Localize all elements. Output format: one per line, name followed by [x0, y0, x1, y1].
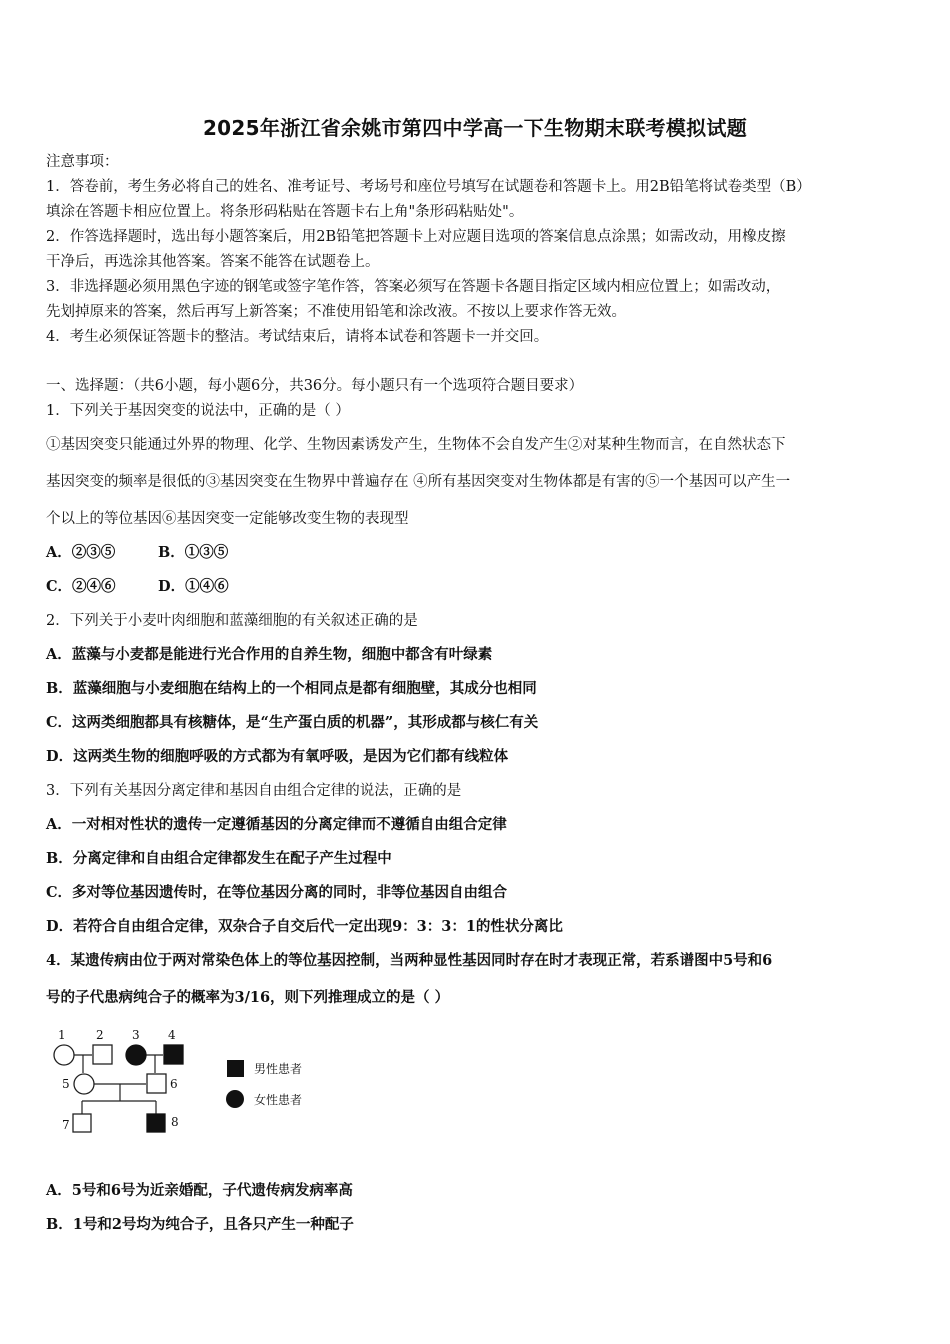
question-4-stem: 号的子代患病纯合子的概率为3/16，则下列推理成立的是（ ）	[46, 989, 450, 1006]
pedigree-number: 1	[58, 1028, 66, 1042]
option-d: D．①④⑥	[158, 578, 229, 595]
notice-line: 4．考生必须保证答题卡的整洁。考试结束后，请将本试卷和答题卡一并交回。	[46, 329, 549, 345]
option-a: A．5号和6号为近亲婚配，子代遗传病发病率高	[46, 1182, 353, 1199]
notice-line: 3．非选择题必须用黑色字迹的钢笔或签字笔作答，答案必须写在答题卡各题目指定区域内相应位置上；如需改动，	[46, 279, 781, 295]
individual-5	[74, 1074, 94, 1094]
option-a: A．蓝藻与小麦都是能进行光合作用的自养生物，细胞中都含有叶绿素	[46, 646, 493, 663]
section-heading: 一、选择题：（共6小题，每小题6分，共36分。每小题只有一个选项符合题目要求）	[46, 378, 584, 394]
question-1-body: ①基因突变只能通过外界的物理、化学、生物因素诱发产生，生物体不会自发产生②对某种生物而言，在自然状态下	[46, 437, 786, 453]
question-1-stem: 1．下列关于基因突变的说法中，正确的是（ ）	[46, 403, 350, 419]
notice-line: 2．作答选择题时，选出每小题答案后，用2B铅笔把答题卡上对应题目选项的答案信息点涂黑；如需改动，用橡皮擦	[46, 229, 786, 245]
option-c: C．②④⑥	[46, 578, 116, 595]
option-d: D．这两类生物的细胞呼吸的方式都为有氧呼吸，是因为它们都有线粒体	[46, 748, 509, 765]
question-2-stem: 2．下列关于小麦叶肉细胞和蓝藻细胞的有关叙述正确的是	[46, 613, 418, 629]
individual-1	[54, 1045, 74, 1065]
option-b: B．①③⑤	[158, 544, 229, 561]
notice-heading: 注意事项：	[46, 154, 119, 170]
question-1-options-row	[46, 543, 228, 563]
pedigree-number: 4	[168, 1028, 176, 1042]
question-1-options-row	[46, 577, 229, 597]
individual-4	[164, 1045, 183, 1064]
pedigree-number: 2	[96, 1028, 104, 1042]
individual-3	[126, 1045, 146, 1065]
individual-2	[93, 1045, 112, 1064]
individual-8	[147, 1114, 165, 1132]
option-a: A．②③⑤	[46, 544, 116, 561]
individual-7	[73, 1114, 91, 1132]
pedigree-number: 8	[171, 1115, 179, 1129]
page-title: 2025年浙江省余姚市第四中学高一下生物期末联考模拟试题	[202, 116, 748, 140]
question-3-stem: 3．下列有关基因分离定律和基因自由组合定律的说法，正确的是	[46, 783, 462, 799]
notice-line: 干净后，再选涂其他答案。答案不能答在试题卷上。	[46, 254, 380, 270]
pedigree-chart	[46, 1022, 326, 1142]
legend-female-symbol	[226, 1090, 244, 1108]
pedigree-number: 5	[62, 1077, 70, 1091]
option-c: C．多对等位基因遗传时，在等位基因分离的同时，非等位基因自由组合	[46, 884, 508, 901]
option-b: B．1号和2号均为纯合子，且各只产生一种配子	[46, 1216, 354, 1233]
option-b: B．蓝藻细胞与小麦细胞在结构上的一个相同点是都有细胞壁，其成分也相同	[46, 680, 537, 697]
question-1-body: 个以上的等位基因⑥基因突变一定能够改变生物的表现型	[46, 511, 409, 527]
legend-female-label: 女性患者	[254, 1093, 303, 1107]
notice-line: 1．答卷前，考生务必将自己的姓名、准考证号、考场号和座位号填写在试题卷和答题卡上。用2B铅笔将试卷类型（B）	[46, 179, 811, 195]
question-4-stem: 4．某遗传病由位于两对常染色体上的等位基因控制，当两种显性基因同时存在时才表现正常，若系谱图中5号和6	[46, 952, 773, 969]
legend-male-label: 男性患者	[254, 1062, 303, 1076]
option-a: A．一对相对性状的遗传一定遵循基因的分离定律而不遵循自由组合定律	[46, 816, 507, 833]
notice-line: 先划掉原来的答案，然后再写上新答案；不准使用铅笔和涂改液。不按以上要求作答无效。	[46, 304, 626, 320]
question-1-body: 基因突变的频率是很低的③基因突变在生物界中普遍存在 ④所有基因突变对生物体都是有害的⑤一个基因可以产生一	[46, 474, 791, 490]
option-b: B．分离定律和自由组合定律都发生在配子产生过程中	[46, 850, 392, 867]
option-d: D．若符合自由组合定律，双杂合子自交后代一定出现9：3：3：1的性状分离比	[46, 918, 563, 935]
pedigree-number: 3	[132, 1028, 140, 1042]
pedigree-number: 6	[170, 1077, 178, 1091]
option-c: C．这两类细胞都具有核糖体，是“生产蛋白质的机器”，其形成都与核仁有关	[46, 714, 539, 731]
legend-male-symbol	[227, 1060, 244, 1077]
pedigree-number: 7	[62, 1118, 70, 1132]
notice-line: 填涂在答题卡相应位置上。将条形码粘贴在答题卡右上角"条形码粘贴处"。	[46, 204, 524, 220]
individual-6	[147, 1074, 166, 1093]
